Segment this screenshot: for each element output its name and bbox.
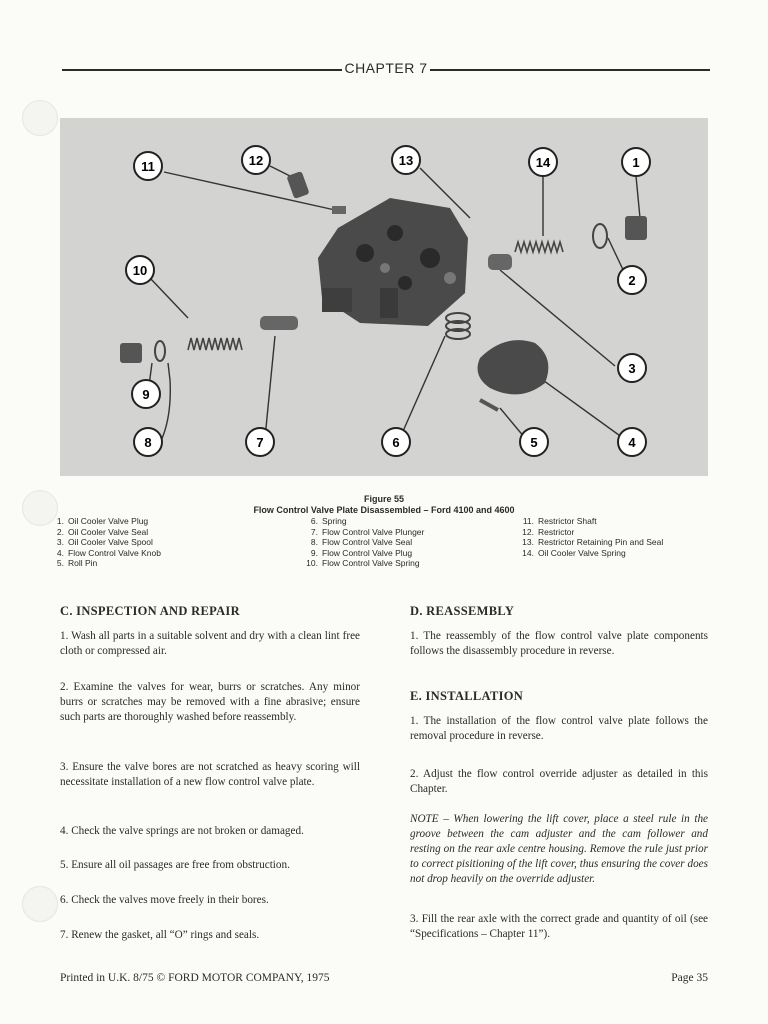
legend-item: 6. Spring [310,516,347,526]
callout-7 [246,428,274,456]
legend-item: 11. Restrictor Shaft [522,516,597,526]
figure-title: Flow Control Valve Plate Disassembled – Ford 4100 and 4600 [253,505,515,515]
header-rule-right [430,69,710,71]
callout-14 [529,148,557,176]
callout-4 [618,428,646,456]
callout-12 [242,146,270,174]
legend-item: 2. Oil Cooler Valve Seal [56,526,149,537]
inspection-paragraph-6: 6. Check the valves move freely in their bores. [60,894,269,906]
inspection-paragraph-5: 5. Ensure all oil passages are free from obstruction. [60,859,290,871]
callout-1 [622,148,650,176]
svg-text:14: 14 [535,155,551,170]
callout-2 [618,266,646,294]
legend-column-2 [302,516,424,569]
inspection-paragraph-3: 3. Ensure the valve bores are not scratched as heavy scoring will necessitate installation of a new flow control valve plate. [60,761,360,788]
legend-item: 8. Flow Control Valve Seal [310,537,413,547]
callout-6 [382,428,410,456]
exploded-view-illustration [60,118,708,476]
valve-body [318,198,468,326]
footer-imprint: Printed in U.K. 8/75 © FORD MOTOR COMPANY, 1975 [60,972,330,984]
callout-5 [520,428,548,456]
svg-text:12: 12 [248,153,264,168]
installation-paragraph-3: 3. Fill the rear axle with the correct grade and quantity of oil (see “Specifications – Chapter 11”). [410,913,708,940]
figure-caption [60,494,708,516]
svg-text:2: 2 [628,273,636,288]
svg-text:3: 3 [628,361,636,376]
punch-hole-top [22,100,58,136]
svg-text:1: 1 [632,155,640,170]
inspection-heading: C. INSPECTION AND REPAIR [60,604,240,618]
svg-text:10: 10 [132,263,148,278]
legend-column-3 [518,516,663,558]
inspection-paragraph-2: 2. Examine the valves for wear, burrs or scratches. Any minor burrs or scratches may be removed with a fine abrasive; ensure such parts are thoroughly washed before reassembly. [60,681,360,723]
legend-item: 13. Restrictor Retaining Pin and Seal [522,537,664,547]
reassembly-section [410,604,708,631]
legend-item: 9. Flow Control Valve Plug [310,547,413,558]
installation-paragraph-1: 1. The installation of the flow control valve plate follows the removal procedure in reverse. [410,715,708,742]
svg-text:6: 6 [392,435,400,450]
svg-text:7: 7 [256,435,264,450]
legend-column-1 [48,516,161,569]
inspection-paragraph-4: 4. Check the valve springs are not broken or damaged. [60,825,304,837]
svg-text:5: 5 [530,435,538,450]
svg-text:4: 4 [628,435,636,450]
svg-text:9: 9 [142,387,150,402]
legend-item: 10. Flow Control Valve Spring [306,558,420,568]
callout-9 [132,380,160,408]
installation-paragraph-2: 2. Adjust the flow control override adjuster as detailed in this Chapter. [410,768,708,795]
reassembly-heading: D. REASSEMBLY [410,604,515,618]
legend-item: 7. Flow Control Valve Plunger [310,526,425,537]
svg-text:13: 13 [398,153,414,168]
legend-item: 3. Oil Cooler Valve Spool [56,537,153,547]
header-rule-left [62,69,342,71]
callout-11 [134,152,162,180]
callout-10 [126,256,154,284]
legend-item: 1. Oil Cooler Valve Plug [56,516,149,526]
installation-section [410,689,708,716]
reassembly-paragraph-1: 1. The reassembly of the flow control valve plate components follows the disassembly procedure in reverse. [410,630,708,657]
svg-text:8: 8 [144,435,152,450]
punch-hole-bottom [22,886,58,922]
legend-item: 14. Oil Cooler Valve Spring [522,547,626,558]
legend-item: 5. Roll Pin [56,558,98,568]
inspection-paragraph-1: 1. Wash all parts in a suitable solvent and dry with a clean lint free cloth or compressed air. [60,630,360,657]
callout-13 [392,146,420,174]
svg-text:11: 11 [141,159,155,174]
inspection-section [60,604,360,631]
installation-note: NOTE – When lowering the lift cover, place a steel rule in the groove between the cam adjuster and the cam follower and resting on the rear axle centre housing. Remove the rule just prior to correct pisitioning of the lift cover, thus ensuring the cover does not drop heavily on the override adjuster. [410,813,708,885]
page-number: Page 35 [671,972,708,984]
callout-3 [618,354,646,382]
chapter-header [62,60,710,80]
inspection-paragraph-7: 7. Renew the gasket, all “O” rings and seals. [60,929,260,941]
chapter-title: CHAPTER 7 [344,60,428,76]
installation-heading: E. INSTALLATION [410,689,524,703]
figure-number: Figure 55 [363,494,404,504]
legend-item: 12. Restrictor [522,526,575,537]
callout-8 [134,428,162,456]
legend-item: 4. Flow Control Valve Knob [56,547,161,558]
exploded-view-figure [60,118,708,476]
